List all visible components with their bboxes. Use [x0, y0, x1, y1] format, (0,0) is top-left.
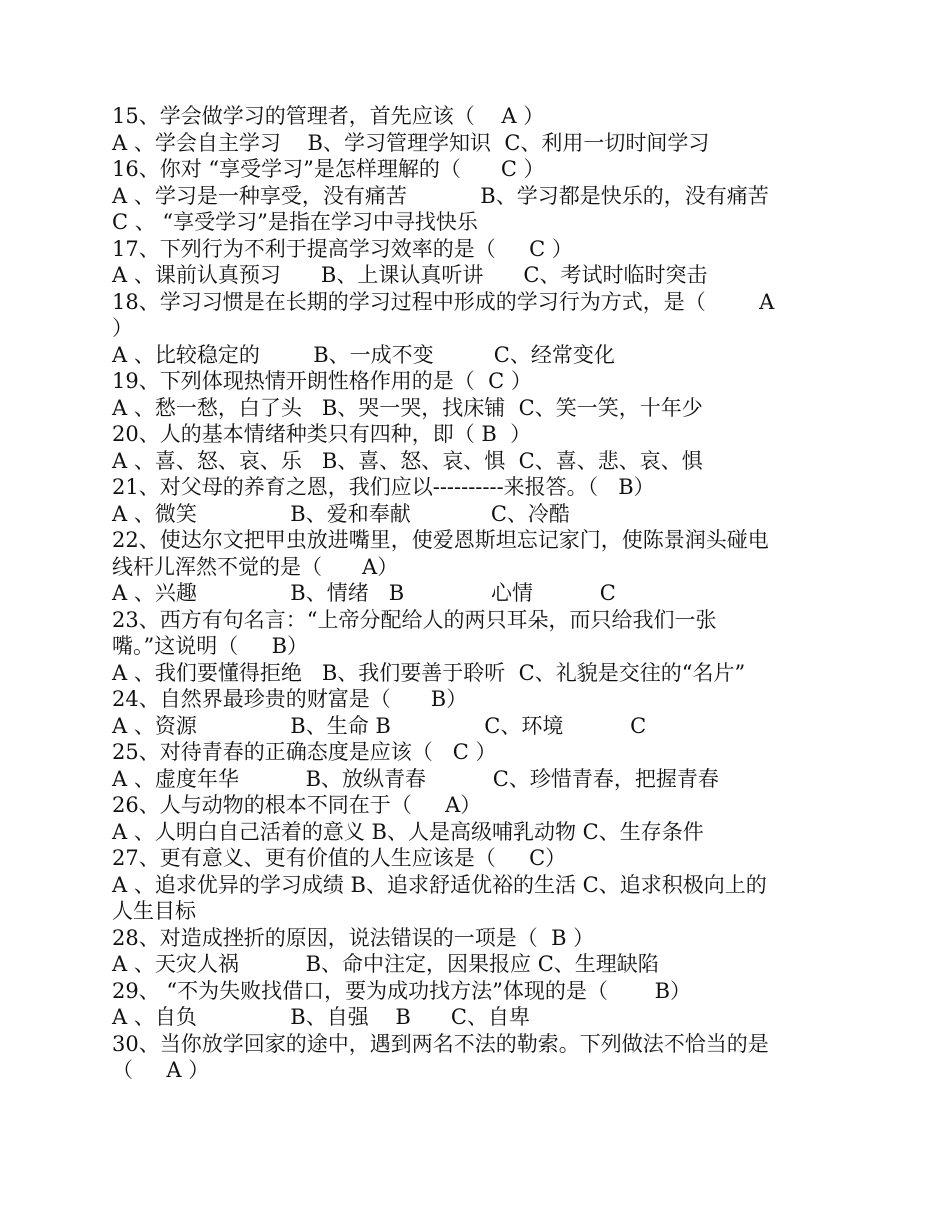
text-line: 24、自然界最珍贵的财富是（ B） — [112, 687, 468, 711]
text-line: 16、你对 “享受学习”是怎样理解的（ C ） — [112, 157, 545, 181]
text-line: 嘴。”这说明（ B） — [112, 634, 309, 658]
text-line: 28、对造成挫折的原因，说法错误的一项是（ B ） — [112, 925, 595, 950]
text-line: A 、喜、怒、哀、乐 B、喜、怒、哀、惧 C、喜、悲、哀、惧 — [112, 448, 703, 473]
text-line: A 、比较稳定的 B、一成不变 C、经常变化 — [112, 342, 615, 367]
text-line: A 、微笑 B、爱和奉献 C、冷酷 — [112, 501, 570, 526]
text-line: 21、对父母的养育之恩，我们应以----------来报答。（ B） — [112, 475, 655, 499]
text-line: A 、天灾人祸 B、命中注定，因果报应 C、生理缺陷 — [112, 952, 659, 976]
text-line: 18、学习习惯是在长期的学习过程中形成的学习行为方式，是（ A — [112, 289, 775, 314]
text-line: C 、 “享受学习”是指在学习中寻找快乐 — [112, 210, 478, 234]
text-line: 25、对待青春的正确态度是应该（ C ） — [112, 740, 497, 764]
text-line: A 、自负 B、自强 B C、自卑 — [112, 1005, 530, 1029]
text-line: A 、虚度年华 B、放纵青春 C、珍惜青春，把握青春 — [112, 766, 719, 791]
text-line: 线杆儿浑然不觉的是（ A） — [112, 554, 399, 579]
text-line: 27、更有意义、更有价值的人生应该是（ C） — [112, 846, 567, 870]
text-line: 29、 “不为失败找借口，要为成功找方法”体现的是（ B） — [112, 978, 692, 1003]
text-line: 15、学会做学习的管理者，首先应该（ A ） — [112, 104, 545, 128]
text-line: A 、追求优异的学习成绩 B、追求舒适优裕的生活 C、追求积极向上的 — [112, 872, 767, 897]
text-line: A 、兴趣 B、情绪 B 心情 C — [112, 581, 616, 605]
text-line: A 、愁一愁，白了头 B、哭一哭，找床铺 C、笑一笑，十年少 — [112, 395, 703, 420]
text-line: 23、西方有句名言：“上帝分配给人的两只耳朵，而只给我们一张 — [112, 607, 717, 632]
text-line: A 、人明白自己活着的意义 B、人是高级哺乳动物 C、生存条件 — [112, 819, 704, 844]
text-line: A 、学习是一种享受，没有痛苦 B、学习都是快乐的，没有痛苦 — [112, 183, 769, 208]
text-line: 19、下列体现热情开朗性格作用的是（ C ） — [112, 369, 532, 393]
question-text-block — [112, 103, 882, 1084]
text-line: A 、课前认真预习 B、上课认真听讲 C、考试时临时突击 — [112, 263, 708, 287]
text-line: 30、当你放学回家的途中，遇到两名不法的勒索。下列做法不恰当的是 — [112, 1031, 769, 1056]
text-line: 17、下列行为不利于提高学习效率的是（ C ） — [112, 236, 573, 261]
text-line: A 、资源 B、生命 B C、环境 C — [112, 713, 647, 738]
text-line: （ A ） — [112, 1058, 210, 1082]
text-line: A 、我们要懂得拒绝 B、我们要善于聆听 C、礼貌是交往的“名片” — [112, 660, 746, 685]
text-line: A 、学会自主学习 B、学习管理学知识 C、利用一切时间学习 — [112, 130, 710, 155]
text-line: 26、人与动物的根本不同在于（ A） — [112, 793, 482, 817]
text-line: 人生目标 — [112, 899, 196, 923]
text-line: 20、人的基本情绪种类只有四种，即（ B ） — [112, 422, 532, 446]
text-line: ） — [112, 316, 133, 340]
text-line: 22、使达尔文把甲虫放进嘴里，使爱恩斯坦忘记家门，使陈景润头碰电 — [112, 528, 769, 552]
